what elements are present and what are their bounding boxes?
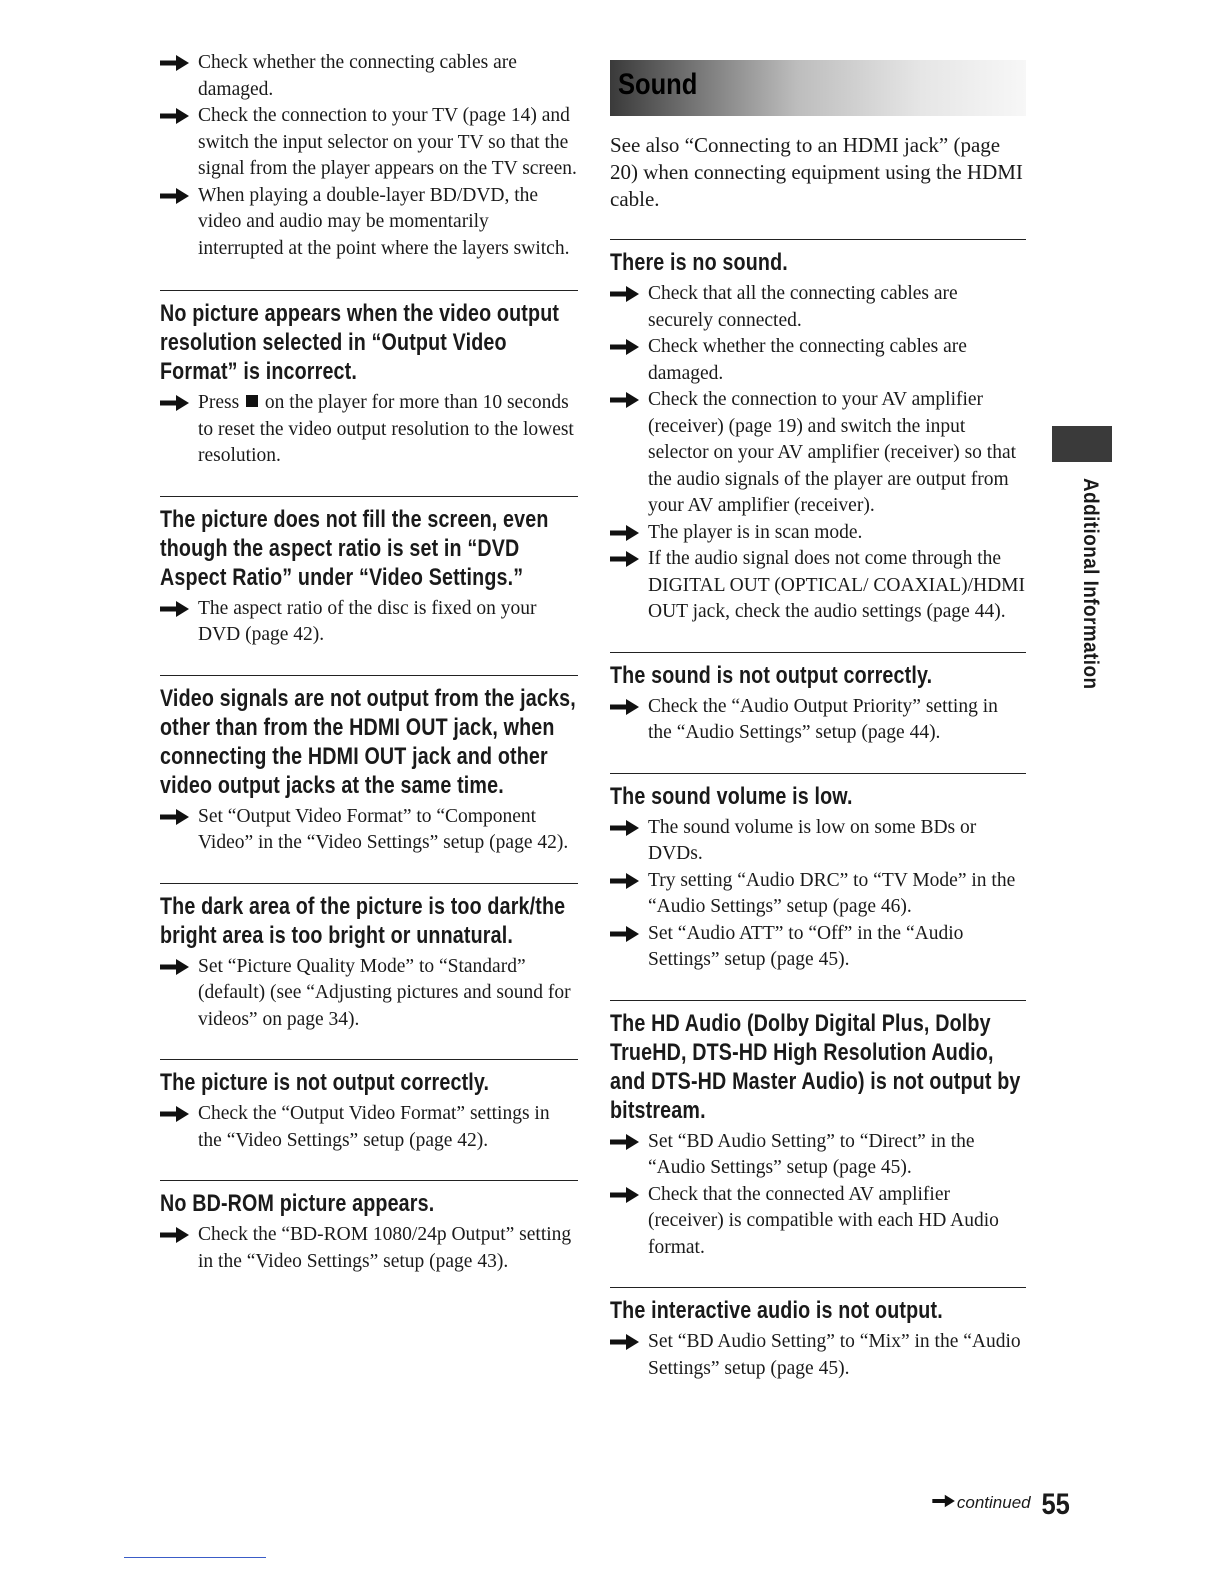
troubleshoot-section	[610, 773, 1026, 974]
arrow-bullet-icon	[610, 872, 640, 890]
arrow-bullet-icon	[160, 107, 190, 125]
section-item-list	[160, 1101, 578, 1154]
list-item	[610, 694, 1026, 747]
item-text: The player is in scan mode.	[648, 521, 863, 543]
right-column	[610, 50, 1026, 1408]
section-divider	[160, 1180, 578, 1181]
list-item	[610, 281, 1026, 334]
list-item	[160, 103, 578, 183]
list-item	[610, 1329, 1026, 1382]
item-text: Set “Audio ATT” to “Off” in the “Audio Settings” setup (page 45).	[648, 922, 964, 970]
arrow-bullet-icon	[610, 285, 640, 303]
troubleshoot-section	[610, 239, 1026, 626]
arrow-bullet-icon	[160, 54, 190, 72]
item-text: Check the “Audio Output Priority” setting in the “Audio Settings” setup (page 44).	[648, 695, 998, 743]
section-divider	[610, 652, 1026, 653]
page-number: 55	[1041, 1488, 1070, 1521]
section-divider	[160, 496, 578, 497]
item-text: The sound volume is low on some BDs or DVDs.	[648, 816, 977, 864]
section-heading: There is no sound.	[610, 249, 788, 276]
list-item	[610, 387, 1026, 520]
section-item-list	[610, 694, 1026, 747]
left-column	[160, 50, 578, 1301]
section-divider	[610, 1287, 1026, 1288]
section-heading: The dark area of the picture is too dark/the bright area is too bright or unnatural.	[160, 892, 566, 949]
item-text-pre: Press	[198, 392, 240, 413]
item-text: Check whether the connecting cables are damaged.	[198, 52, 517, 100]
item-text: Check the connection to your TV (page 14) and switch the input selector on your TV so that the signal from the player appears on the TV screen.	[198, 105, 577, 179]
troubleshoot-section	[160, 1059, 578, 1154]
list-item	[160, 1222, 578, 1275]
arrow-bullet-icon	[160, 394, 190, 412]
section-divider	[160, 675, 578, 676]
section-divider	[610, 773, 1026, 774]
section-item-list	[160, 1222, 578, 1275]
arrow-bullet-icon	[610, 925, 640, 943]
troubleshoot-section	[610, 1287, 1026, 1382]
section-heading: The picture is not output correctly.	[160, 1069, 490, 1096]
continued-label: continued	[956, 1493, 1031, 1512]
section-divider	[160, 290, 578, 291]
section-heading: Video signals are not output from the jacks, other than from the HDMI OUT jack, when connecting the HDMI OUT jack and other video output jacks at the same time.	[160, 684, 576, 799]
section-item-list	[610, 1129, 1026, 1262]
arrow-bullet-icon	[610, 1133, 640, 1151]
item-text: Check the “BD-ROM 1080/24p Output” setting in the “Video Settings” setup (page 43).	[198, 1224, 572, 1272]
bottom-rule	[124, 1557, 266, 1558]
section-heading: The interactive audio is not output.	[610, 1297, 943, 1324]
side-tab-marker	[1052, 426, 1112, 462]
stop-button-icon	[246, 395, 258, 407]
list-item	[160, 596, 578, 649]
list-item	[610, 815, 1026, 868]
section-divider	[610, 239, 1026, 240]
section-divider	[160, 1059, 578, 1060]
sound-section-banner	[610, 60, 1026, 116]
list-item	[160, 954, 578, 1034]
list-item	[610, 921, 1026, 974]
section-item-list	[610, 281, 1026, 626]
section-item-list	[610, 1329, 1026, 1382]
list-item	[610, 546, 1026, 626]
arrow-bullet-icon	[610, 1186, 640, 1204]
item-text: When playing a double-layer BD/DVD, the video and audio may be momentarily interrupted at the point where the layers switch.	[198, 184, 570, 259]
section-divider	[160, 883, 578, 884]
list-item	[610, 868, 1026, 921]
arrow-bullet-icon	[160, 1105, 190, 1123]
item-text: Try setting “Audio DRC” to “TV Mode” in the “Audio Settings” setup (page 46).	[648, 869, 1016, 917]
arrow-bullet-icon	[160, 808, 190, 826]
side-tab-label: Additional Information	[1079, 478, 1102, 690]
item-text: Check whether the connecting cables are damaged.	[648, 336, 967, 384]
item-text: Set “Picture Quality Mode” to “Standard” (default) (see “Adjusting pictures and sound for videos” on page 34).	[198, 955, 571, 1030]
section-divider	[610, 1000, 1026, 1001]
arrow-bullet-icon	[160, 600, 190, 618]
item-text-post: on the player for more than 10 seconds to reset the video output resolution to the lowest resolution.	[198, 392, 574, 466]
item-text: Set “BD Audio Setting” to “Mix” in the “Audio Settings” setup (page 45).	[648, 1331, 1021, 1379]
list-item	[160, 50, 578, 103]
list-item	[160, 1101, 578, 1154]
section-item-list	[160, 954, 578, 1034]
list-item	[160, 390, 578, 470]
arrow-bullet-icon	[610, 391, 640, 409]
list-item	[610, 520, 1026, 547]
arrow-bullet-icon	[610, 338, 640, 356]
item-text: Set “Output Video Format” to “Component Video” in the “Video Settings” setup (page 42).	[198, 805, 569, 853]
item-text: Check the “Output Video Format” settings in the “Video Settings” setup (page 42).	[198, 1103, 550, 1151]
arrow-bullet-icon	[610, 819, 640, 837]
troubleshoot-section	[160, 883, 578, 1034]
list-item	[610, 1129, 1026, 1182]
item-text: If the audio signal does not come through the DIGITAL OUT (OPTICAL/ COAXIAL)/HDMI OUT jack, check the audio settings (page 44).	[648, 548, 1026, 622]
arrow-bullet-icon	[610, 698, 640, 716]
troubleshoot-section	[610, 652, 1026, 747]
list-item	[160, 183, 578, 263]
arrow-bullet-icon	[160, 958, 190, 976]
arrow-bullet-icon	[610, 524, 640, 542]
arrow-bullet-icon	[610, 550, 640, 568]
page-footer	[931, 1488, 1072, 1522]
arrow-bullet-icon	[160, 1226, 190, 1244]
section-item-list	[160, 804, 578, 857]
troubleshoot-section	[160, 675, 578, 857]
arrow-bullet-icon	[160, 187, 190, 205]
sound-intro-text: See also “Connecting to an HDMI jack” (page 20) when connecting equipment using the HDMI cable.	[610, 133, 1023, 211]
list-item	[610, 334, 1026, 387]
item-text: Check the connection to your AV amplifier (receiver) (page 19) and switch the input selector on your AV amplifier (receiver) so that the audio signals of the player are output from your AV amplifier (receiver).	[648, 389, 1017, 516]
section-heading: The HD Audio (Dolby Digital Plus, Dolby TrueHD, DTS-HD High Resolution Audio, and DTS-HD Master Audio) is not output by bitstream.	[610, 1009, 1021, 1124]
troubleshoot-section	[610, 1000, 1026, 1262]
item-text: Set “BD Audio Setting” to “Direct” in the “Audio Settings” setup (page 45).	[648, 1130, 975, 1178]
section-heading: The sound volume is low.	[610, 782, 853, 810]
left-top-item-list	[160, 50, 578, 262]
item-text: The aspect ratio of the disc is fixed on your DVD (page 42).	[198, 597, 537, 645]
troubleshoot-section	[160, 290, 578, 470]
list-item	[160, 804, 578, 857]
sound-banner-title: Sound	[618, 68, 698, 101]
section-item-list	[160, 390, 578, 470]
item-text: Check that the connected AV amplifier (receiver) is compatible with each HD Audio format.	[648, 1183, 999, 1258]
section-heading: The picture does not fill the screen, even though the aspect ratio is set in “DVD Aspect Ratio” under “Video Settings.”	[160, 505, 549, 591]
section-item-list	[160, 596, 578, 649]
section-item-list	[610, 815, 1026, 974]
section-heading: The sound is not output correctly.	[610, 661, 933, 689]
troubleshoot-section	[160, 1180, 578, 1275]
arrow-bullet-icon	[610, 1333, 640, 1351]
section-heading: No picture appears when the video output resolution selected in “Output Video Format” is incorrect.	[160, 300, 560, 385]
list-item	[610, 1182, 1026, 1262]
continued-arrow-icon	[931, 1494, 957, 1508]
item-text: Check that all the connecting cables are securely connected.	[648, 283, 958, 331]
troubleshoot-section	[160, 496, 578, 649]
section-heading: No BD-ROM picture appears.	[160, 1190, 435, 1217]
